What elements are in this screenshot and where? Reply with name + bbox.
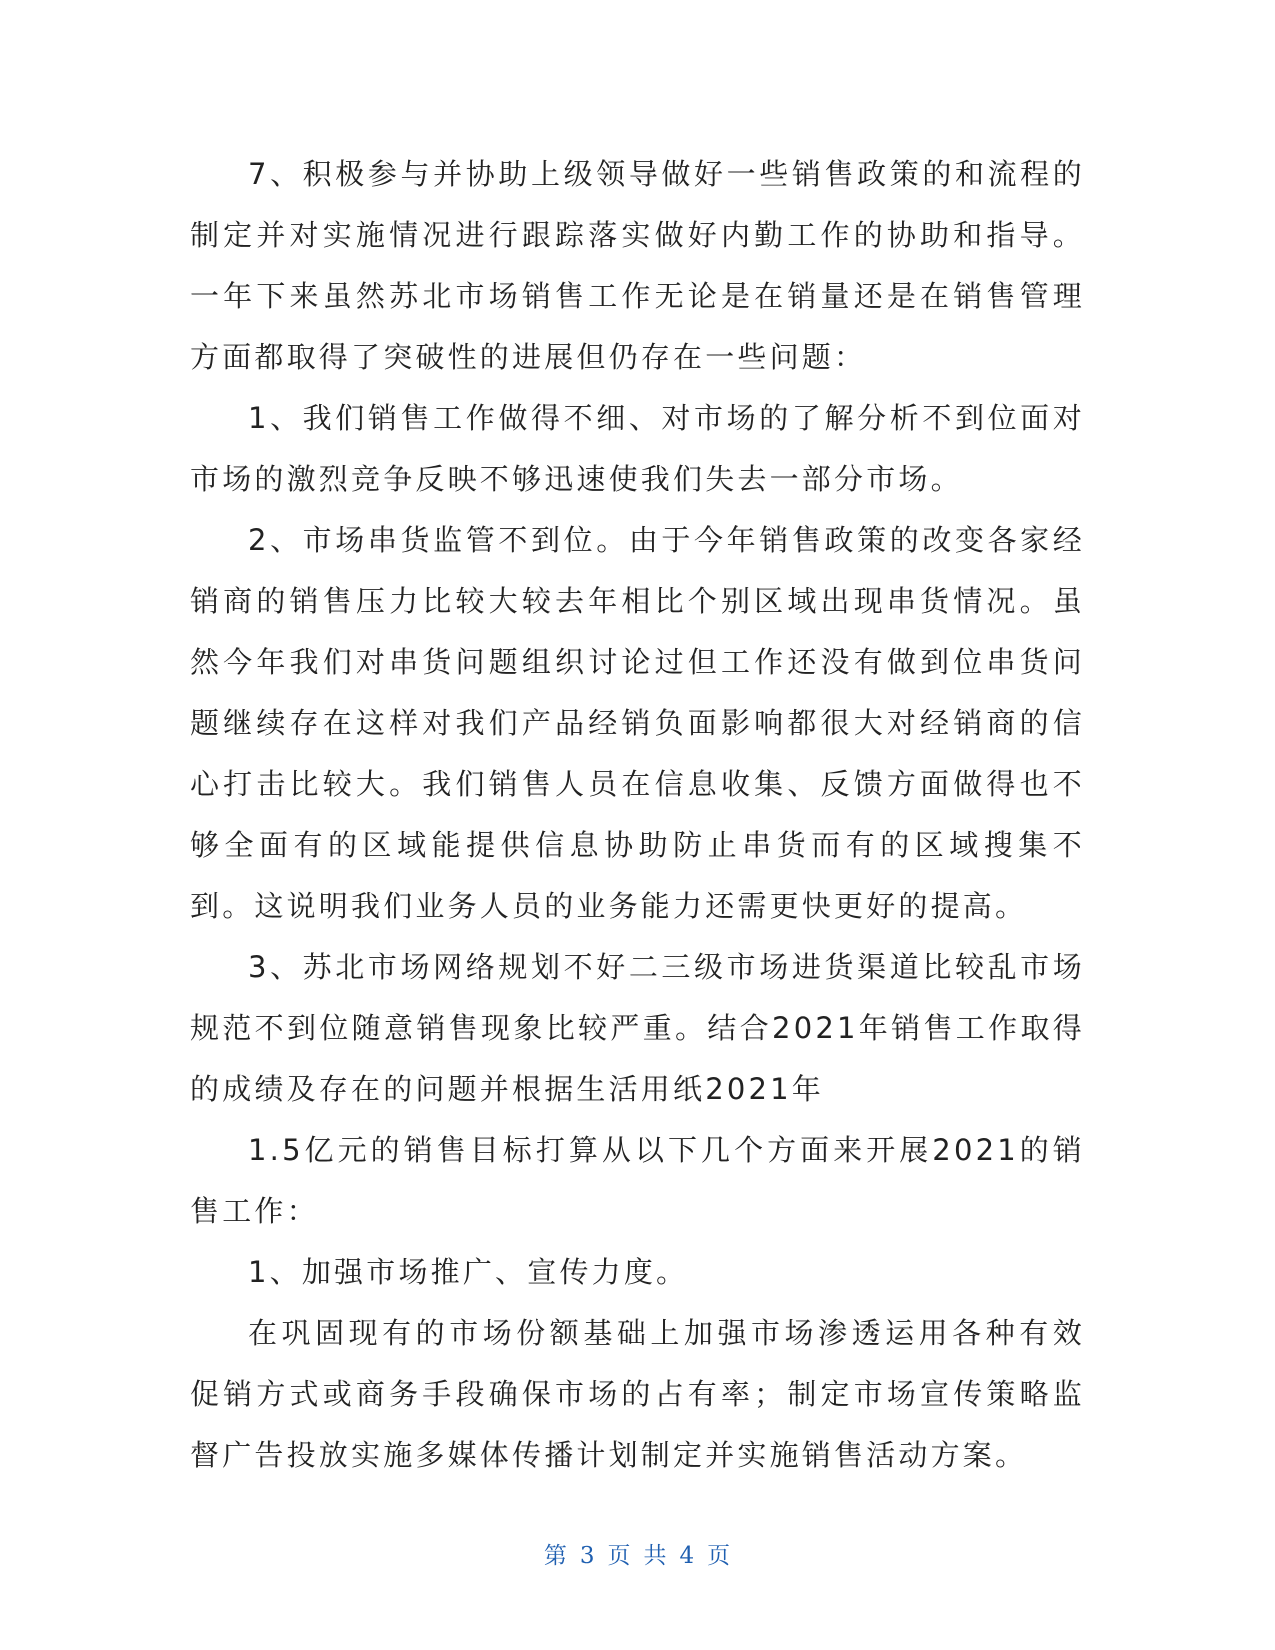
page-footer: [0, 1537, 1275, 1570]
paragraph-3: 2、市场串货监管不到位。由于今年销售政策的改变各家经销商的销售压力比较大较去年相比个别区域出现串货情况。虽然今年我们对串货问题组织讨论过但工作还没有做到位串货问题继续存在这样对我们产品经销负面影响都很大对经销商的信心打击比较大。我们销售人员在信息收集、反馈方面做得也不够全面有的区域能提供信息协助防止串货而有的区域搜集不到。这说明我们业务人员的业务能力还需更快更好的提高。: [190, 523, 1085, 923]
paragraph-5: 1.5亿元的销售目标打算从以下几个方面来开展2021的销售工作：: [190, 1133, 1085, 1228]
footer-current-page: 3: [579, 1543, 596, 1569]
paragraph-1: 7、积极参与并协助上级领导做好一些销售政策的和流程的制定并对实施情况进行跟踪落实做好内勤工作的协助和指导。一年下来虽然苏北市场销售工作无论是在销量还是在销售管理方面都取得了突破性的进展但仍存在一些问题：: [190, 157, 1085, 374]
paragraph-7: 在巩固现有的市场份额基础上加强市场渗透运用各种有效促销方式或商务手段确保市场的占有率；制定市场宣传策略监督广告投放实施多媒体传播计划制定并实施销售活动方案。: [190, 1316, 1085, 1472]
footer-total-pages: 4: [679, 1543, 696, 1569]
document-body: [190, 144, 1085, 1486]
paragraph-2: 1、我们销售工作做得不细、对市场的了解分析不到位面对市场的激烈竞争反映不够迅速使我们失去一部分市场。: [190, 401, 1085, 496]
paragraph-6: 1、加强市场推广、宣传力度。: [248, 1255, 689, 1289]
footer-total-prefix: 共: [643, 1543, 668, 1569]
footer-page-suffix: 页: [707, 1543, 732, 1569]
paragraph-4: 3、苏北市场网络规划不好二三级市场进货渠道比较乱市场规范不到位随意销售现象比较严重。结合2021年销售工作取得的成绩及存在的问题并根据生活用纸2021年: [190, 950, 1085, 1106]
footer-page-mid: 页: [607, 1543, 632, 1569]
footer-page-prefix: 第: [543, 1543, 568, 1569]
